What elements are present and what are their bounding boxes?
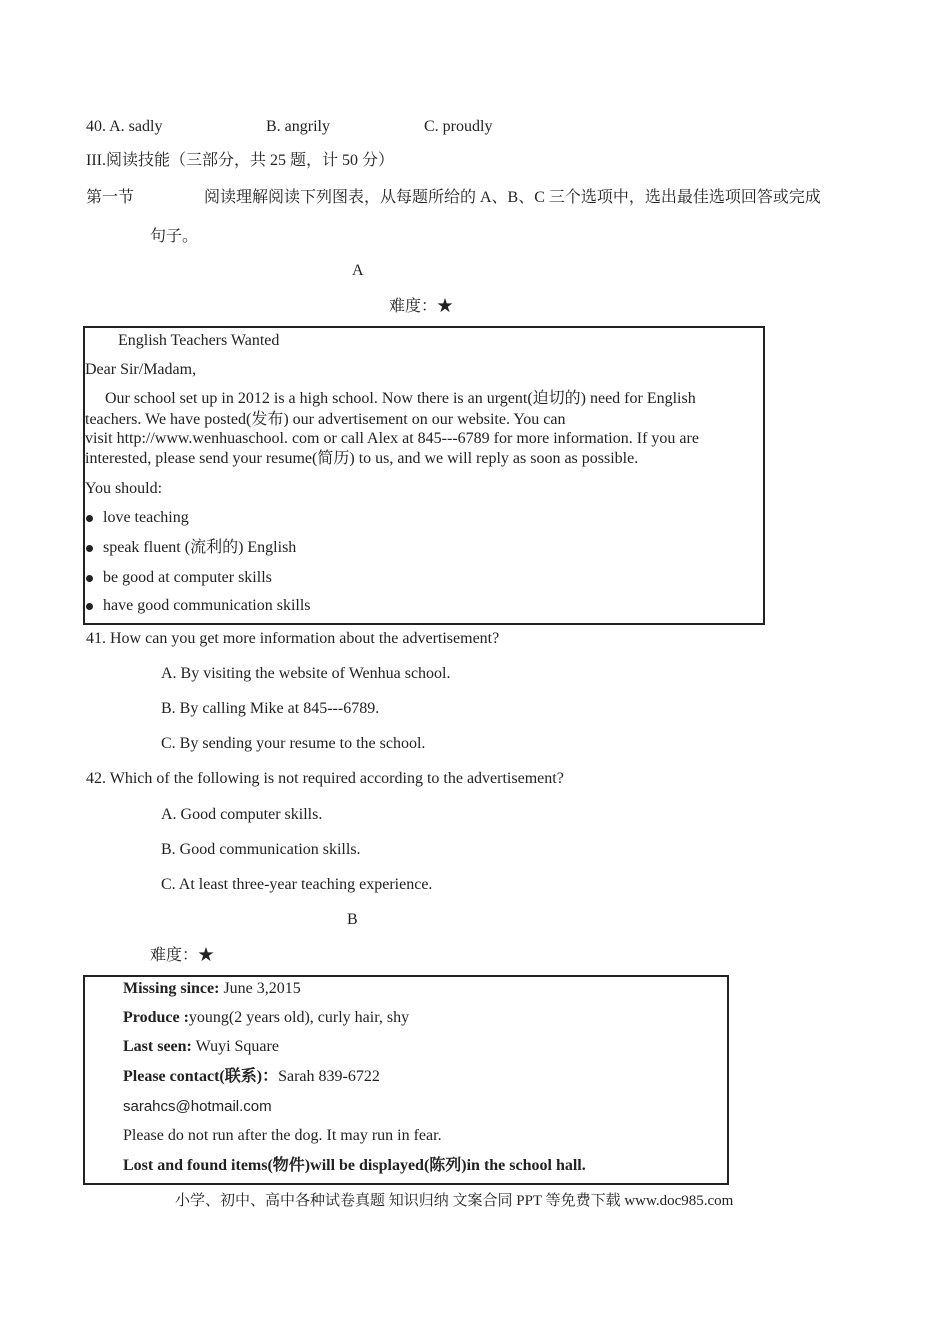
- dog-note: Please do not run after the dog. It may run in fear.: [123, 1127, 442, 1144]
- q41-option-c: C. By sending your resume to the school.: [161, 735, 426, 752]
- contact-label: Please contact(联系)：: [123, 1068, 279, 1085]
- last-seen-row: [123, 1037, 279, 1057]
- part1-label: 第一节: [86, 189, 135, 206]
- missing-since-row: [123, 979, 301, 999]
- ad-paragraph-line: visit http://www.wenhuaschool. com or call Alex at 845---6789 for more information. If you are: [85, 430, 699, 447]
- q41-option-b: B. By calling Mike at 845---6789.: [161, 700, 380, 717]
- produce-label: Produce :: [123, 1009, 189, 1026]
- produce-row: [123, 1008, 409, 1028]
- ad-paragraph-line: interested, please send your resume(简历) to us, and we will reply as soon as possible.: [85, 450, 639, 467]
- ad-requirement: be good at computer skills: [103, 569, 272, 586]
- last-seen-label: Last seen:: [123, 1038, 192, 1055]
- bullet-dot-icon: [86, 575, 93, 582]
- ad-you-should: You should:: [85, 480, 163, 497]
- q41-question: 41. How can you get more information about the advertisement?: [86, 630, 500, 647]
- last-seen-value: Wuyi Square: [191, 1038, 279, 1055]
- ad-greeting: Dear Sir/Madam,: [85, 361, 197, 378]
- q42-option-b: B. Good communication skills.: [161, 841, 361, 858]
- part1-instruction: 阅读理解阅读下列图表，从每题所给的 A、B、C 三个选项中，选出最佳选项回答或完成: [204, 189, 821, 206]
- contact-row: [123, 1067, 380, 1087]
- bullet-dot-icon: [86, 515, 93, 522]
- passage-a-letter: A: [352, 262, 364, 279]
- q42-option-a: A. Good computer skills.: [161, 806, 323, 823]
- ad-requirement: love teaching: [103, 509, 189, 526]
- ad-requirement: speak fluent (流利的) English: [103, 539, 297, 556]
- q40-option-b: B. angrily: [266, 118, 330, 135]
- passage-b-difficulty: 难度：★: [150, 947, 215, 964]
- missing-since-label: Missing since:: [123, 980, 220, 997]
- contact-email: sarahcs@hotmail.com: [123, 1098, 272, 1115]
- part1-instruction-cont: 句子。: [150, 228, 199, 245]
- q42-option-c: C. At least three-year teaching experience.: [161, 876, 433, 893]
- bullet-dot-icon: [86, 603, 93, 610]
- missing-since-value: June 3,2015: [219, 980, 301, 997]
- passage-b-letter: B: [347, 911, 358, 928]
- q42-question: 42. Which of the following is not required according to the advertisement?: [86, 770, 564, 787]
- lost-found-note: Lost and found items(物件)will be displayed(陈列)in the school hall.: [123, 1157, 586, 1174]
- q41-option-a: A. By visiting the website of Wenhua school.: [161, 665, 451, 682]
- contact-value: Sarah 839-6722: [278, 1068, 380, 1085]
- q40-option-c: C. proudly: [424, 118, 493, 135]
- section-title: III.阅读技能（三部分，共 25 题，计 50 分）: [86, 152, 394, 169]
- q40-option-a: 40. A. sadly: [86, 118, 163, 135]
- passage-a-difficulty: 难度：★: [389, 298, 454, 315]
- ad-paragraph-line: Our school set up in 2012 is a high school. Now there is an urgent(迫切的) need for English: [105, 390, 696, 407]
- page-footer: 小学、初中、高中各种试卷真题 知识归纳 文案合同 PPT 等免费下载 www.doc985.com: [175, 1193, 734, 1209]
- ad-requirement: have good communication skills: [103, 597, 311, 614]
- bullet-dot-icon: [86, 545, 93, 552]
- produce-value: young(2 years old), curly hair, shy: [188, 1009, 410, 1026]
- ad-title: English Teachers Wanted: [118, 332, 280, 349]
- passage-b-box: [83, 975, 729, 1185]
- passage-a-box: [83, 326, 765, 625]
- ad-paragraph-line: teachers. We have posted(发布) our advertisement on our website. You can: [85, 411, 566, 428]
